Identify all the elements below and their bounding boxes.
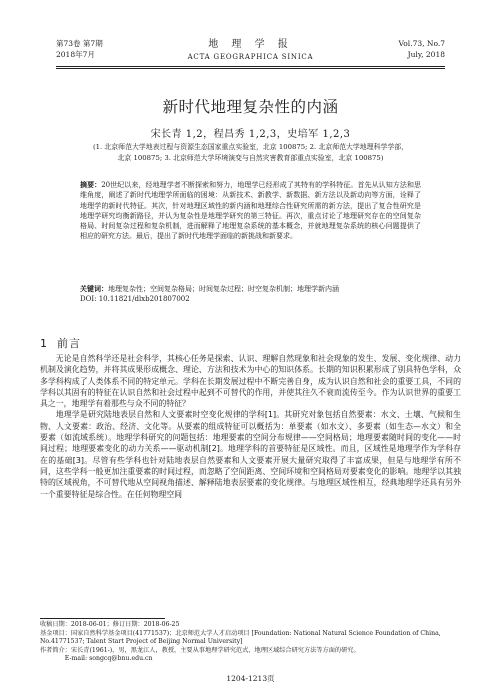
volume-issue-cn: 第73卷 第7期 <box>56 39 103 48</box>
header-right <box>399 39 445 60</box>
header-rule-top <box>56 66 445 67</box>
date-en: July, 2018 <box>407 49 445 59</box>
journal-name-cn: 地 理 学 报 <box>208 39 293 50</box>
abstract <box>80 180 421 242</box>
keywords-label: 关键词： <box>80 284 108 293</box>
section-number: 1 <box>40 337 48 350</box>
footnote-funding: 基金项目：国家自然科学基金项目(41771537)；北京师范大学人才启动项目 [Foundation: National Natural Science Foundation of China, No.41771537; Talent Start Project of Beijing Normal University] <box>40 629 441 646</box>
affiliation-line-1: (1. 北京师范大学地表过程与资源生态国家重点实验室，北京 100875; 2. 北京师范大学地理科学学部， <box>92 143 409 151</box>
volume-issue-en: Vol.73, No.7 <box>398 39 445 48</box>
abstract-label: 摘要： <box>80 180 102 189</box>
header-rule-bottom <box>56 68 445 69</box>
journal-name-en: ACTA GEOGRAPHICA SINICA <box>187 53 314 61</box>
doi: DOI: 10.11821/dlxb201807002 <box>80 295 190 303</box>
paper-title: 新时代地理复杂性的内涵 <box>162 98 339 116</box>
journal-name <box>56 39 445 63</box>
section-heading <box>40 335 81 351</box>
paragraph: 地理学是研究陆地表层自然和人文要素时空变化规律的学科[1]。其研究对象包括自然要素：水文、土壤、气候和生物、人文要素：政治、经济、文化等。从要素的组成特征可以概括为：单要素（如水文）、多要素（如生态—水文）和全要素（如流域系统）。地理学科研究的问题包括：地理要素的空间分布规律——空间格局；地理要素随时间的变化——时间过程；地理要素变化的动力关系——驱动机制[2]。地理学科的首要特征是区域性。而且，区域性是地理学作为学科存在的基础[3]。尽管有些学科也针对陆地表层自然要素和人文要素开展大量研究取得了丰富成果，但是与地理学有所不同，这些学科一般更加注重要素的时间过程，而忽略了空间距离、空间环境和空间格局对要素变化的影响。地理学以其独特的区域视角，不可替代地从空间视角描述、解释陆地表层要素的变化规律。与地理区域性相互，经典地理学还具有另外一个重要特征是综合性。在任何物理空间 <box>40 410 461 499</box>
body-text <box>40 353 461 500</box>
footnote-received: 收稿日期：2018-06-01；修订日期：2018-06-25 <box>40 621 180 628</box>
abstract-text: 20世纪以来，经地理学者不断探索和努力，地理学已经形成了其特有的学科特征。首先从认知方法和思维角度，阐述了新时代地理学所面临的困境：从新技术、新教学、新数据、新方法以及新动向等方面，诠释了地理学的新时代特征。其次，针对地理区域性的新内涵和地理综合性研究所需的新方法，提出了复合性研究是地理学研究均衡新路径，并认为复杂性是地理学研究的第三特征。再次，重点讨论了地理研究存在的空间复杂格局、时间复杂过程和复杂机制，进而解释了地理复杂系统的基本概念，并就地理复杂系统的核心问题提供了相应的研究方法。最后，提出了新时代地理学面临的新挑战和新要求。 <box>80 181 422 241</box>
running-header <box>56 39 445 65</box>
author-list: 宋长青 1,2，程昌秀 1,2,3，史培军 1,2,3 <box>150 129 351 140</box>
page-number: 1204-1213页 <box>226 674 275 683</box>
keywords <box>80 284 421 294</box>
affiliation-line-2: 北京 100875; 3. 北京师范大学环境演变与自然灾害教育部重点实验室，北京 100875) <box>117 154 384 162</box>
keywords-text: 地理复杂性；空间复杂格局；时间复杂过程；时空复杂机制；地理学新内涵 <box>108 285 339 293</box>
footnote-rule <box>40 618 165 619</box>
footnote-author: 作者简介：宋长青(1961-)，男，黑龙江人，教授，主要从事地理学研究范式、地理区域综合研究方法等方面的研究。 <box>40 646 360 654</box>
footnote-email: E-mail: songcq@bnu.edu.cn <box>64 655 153 663</box>
footnotes <box>40 621 461 664</box>
date-cn: 2018年7月 <box>56 49 95 59</box>
paragraph: 无论是自然科学还是社会科学，其核心任务是探索、认识、理解自然现象和社会现象的发生、发展、变化规律、动力机制及演化趋势，并将其成果形成概念、理论、方法和技术为中心的知识体系。长期的知识积累形成了别具特色学科，众多学科构成了人类体系不同的特定单元。学科在长期发展过程中不断完善自身，成为认识自然和社会的重要工具，不同的学科以其固有的特征在认识自然和社会过程中起到不可替代的作用，并使其往久不衰而流传至今。作为认识世界的重要工具之一，地理学有着那些与众不同的特征？ <box>40 354 461 409</box>
section-title: 前言 <box>57 337 81 350</box>
